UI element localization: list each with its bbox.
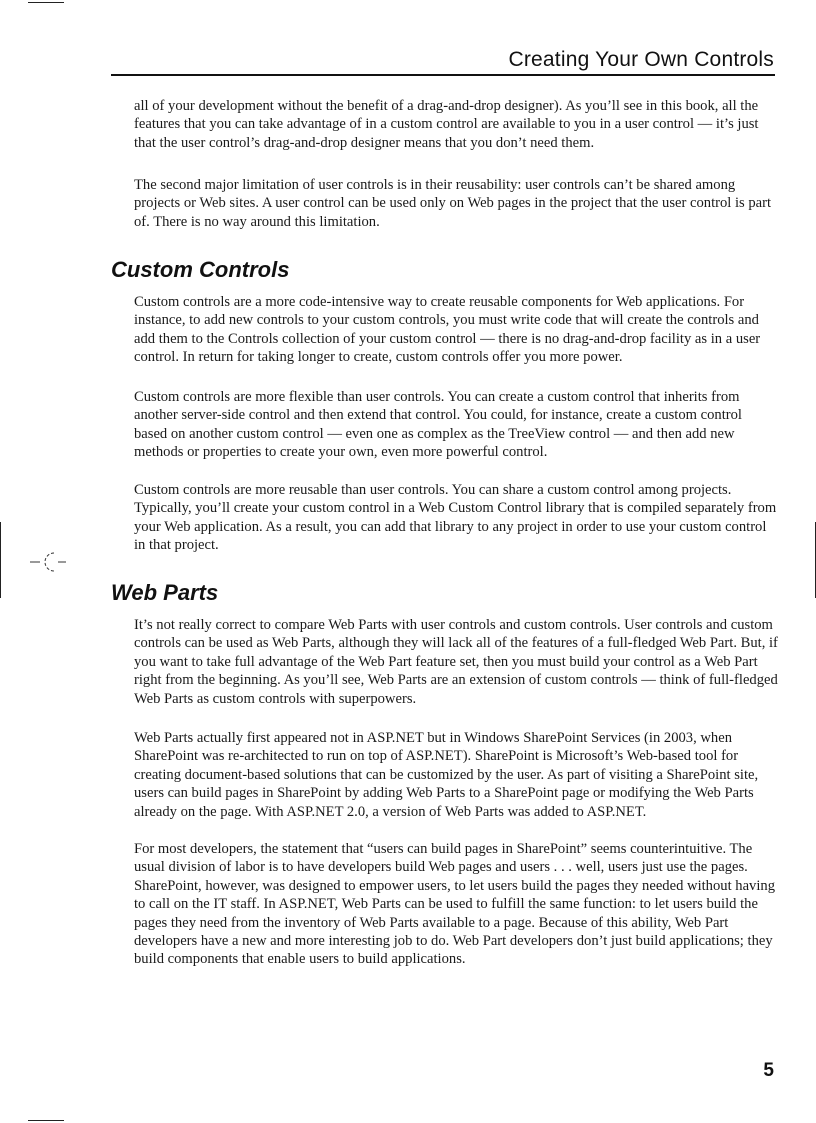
paragraph: The second major limitation of user controls is in their reusability: user controls can’t be shared among projects or Web sites. A user control can be used only on Web pages in the project that the user control is part of. There is no way around this limitation. [134, 177, 772, 230]
page-number: 5 [763, 1060, 774, 1081]
crop-mark-left-edge [0, 522, 1, 598]
header-rule [111, 74, 775, 76]
running-header-title: Creating Your Own Controls [508, 48, 774, 71]
section-heading-web-parts: Web Parts [111, 580, 219, 605]
registration-mark-icon [28, 551, 68, 573]
crop-mark-top-left [28, 2, 64, 3]
paragraph: Web Parts actually first appeared not in ASP.NET but in Windows SharePoint Services (in 2003, when SharePoint was re-architected to run on top of ASP.NET). SharePoint is Microsoft’s Web-based tool for creating document-based solutions that can be customized by the user. As part of visiting a SharePoint site, users can build pages in SharePoint by adding Web Parts to a SharePoint page or modifying the Web Parts already on the page. With ASP.NET 2.0, a version of Web Parts was added to ASP.NET. [134, 730, 759, 820]
paragraph: all of your development without the benefit of a drag-and-drop designer). As you’ll see in this book, all the features that you can take advantage of in a custom control are available to you in a user control — it’s just that the user control’s drag-and-drop designer means that you don’t need them. [134, 98, 759, 151]
crop-mark-bottom-left [28, 1120, 64, 1121]
paragraph: For most developers, the statement that “users can build pages in SharePoint” seems counterintuitive. The usual division of labor is to have developers build Web pages and users . . . well, users just use the pages. SharePoint, however, was designed to empower users, to let users build the pages they needed without having to call on the IT staff. In ASP.NET, Web Parts can be used to fulfill the same function: to let users build the pages they need from the inventory of Web Parts available to a page. Because of this ability, Web Part developers have a new and more interesting job to do. Web Part developers don’t just build applications; they build components that enable users to build applications. [134, 841, 775, 968]
paragraph: Custom controls are a more code-intensive way to create reusable components for Web applications. For instance, to add new controls to your custom controls, you must write code that will create the controls and add them to the Controls collection of your custom control — there is no drag-and-drop facility as in a user control. In return for taking longer to create, custom controls offer you more power. [134, 294, 761, 366]
paragraph: It’s not really correct to compare Web Parts with user controls and custom controls. User controls and custom controls can be used as Web Parts, although they will lack all of the features of a full-fledged Web Part. But, if you want to take full advantage of the Web Part feature set, then you must build your control as a Web Part right from the beginning. As you’ll see, Web Parts are an extension of custom controls — think of full-fledged Web Parts as custom controls with superpowers. [134, 617, 778, 707]
section-heading-custom-controls: Custom Controls [111, 257, 290, 282]
paragraph: Custom controls are more flexible than user controls. You can create a custom control that inherits from another server-side control and then extend that control. You could, for instance, create a custom control based on another custom control — even one as complex as the TreeView control — and then add new methods or properties to create your own, even more powerful control. [134, 389, 742, 461]
paragraph: Custom controls are more reusable than user controls. You can share a custom control among projects. Typically, you’ll create your custom control in a Web Custom Control library that is compiled separately from your Web application. As a result, you can add that library to any project in order to use your custom control in that project. [134, 482, 777, 554]
